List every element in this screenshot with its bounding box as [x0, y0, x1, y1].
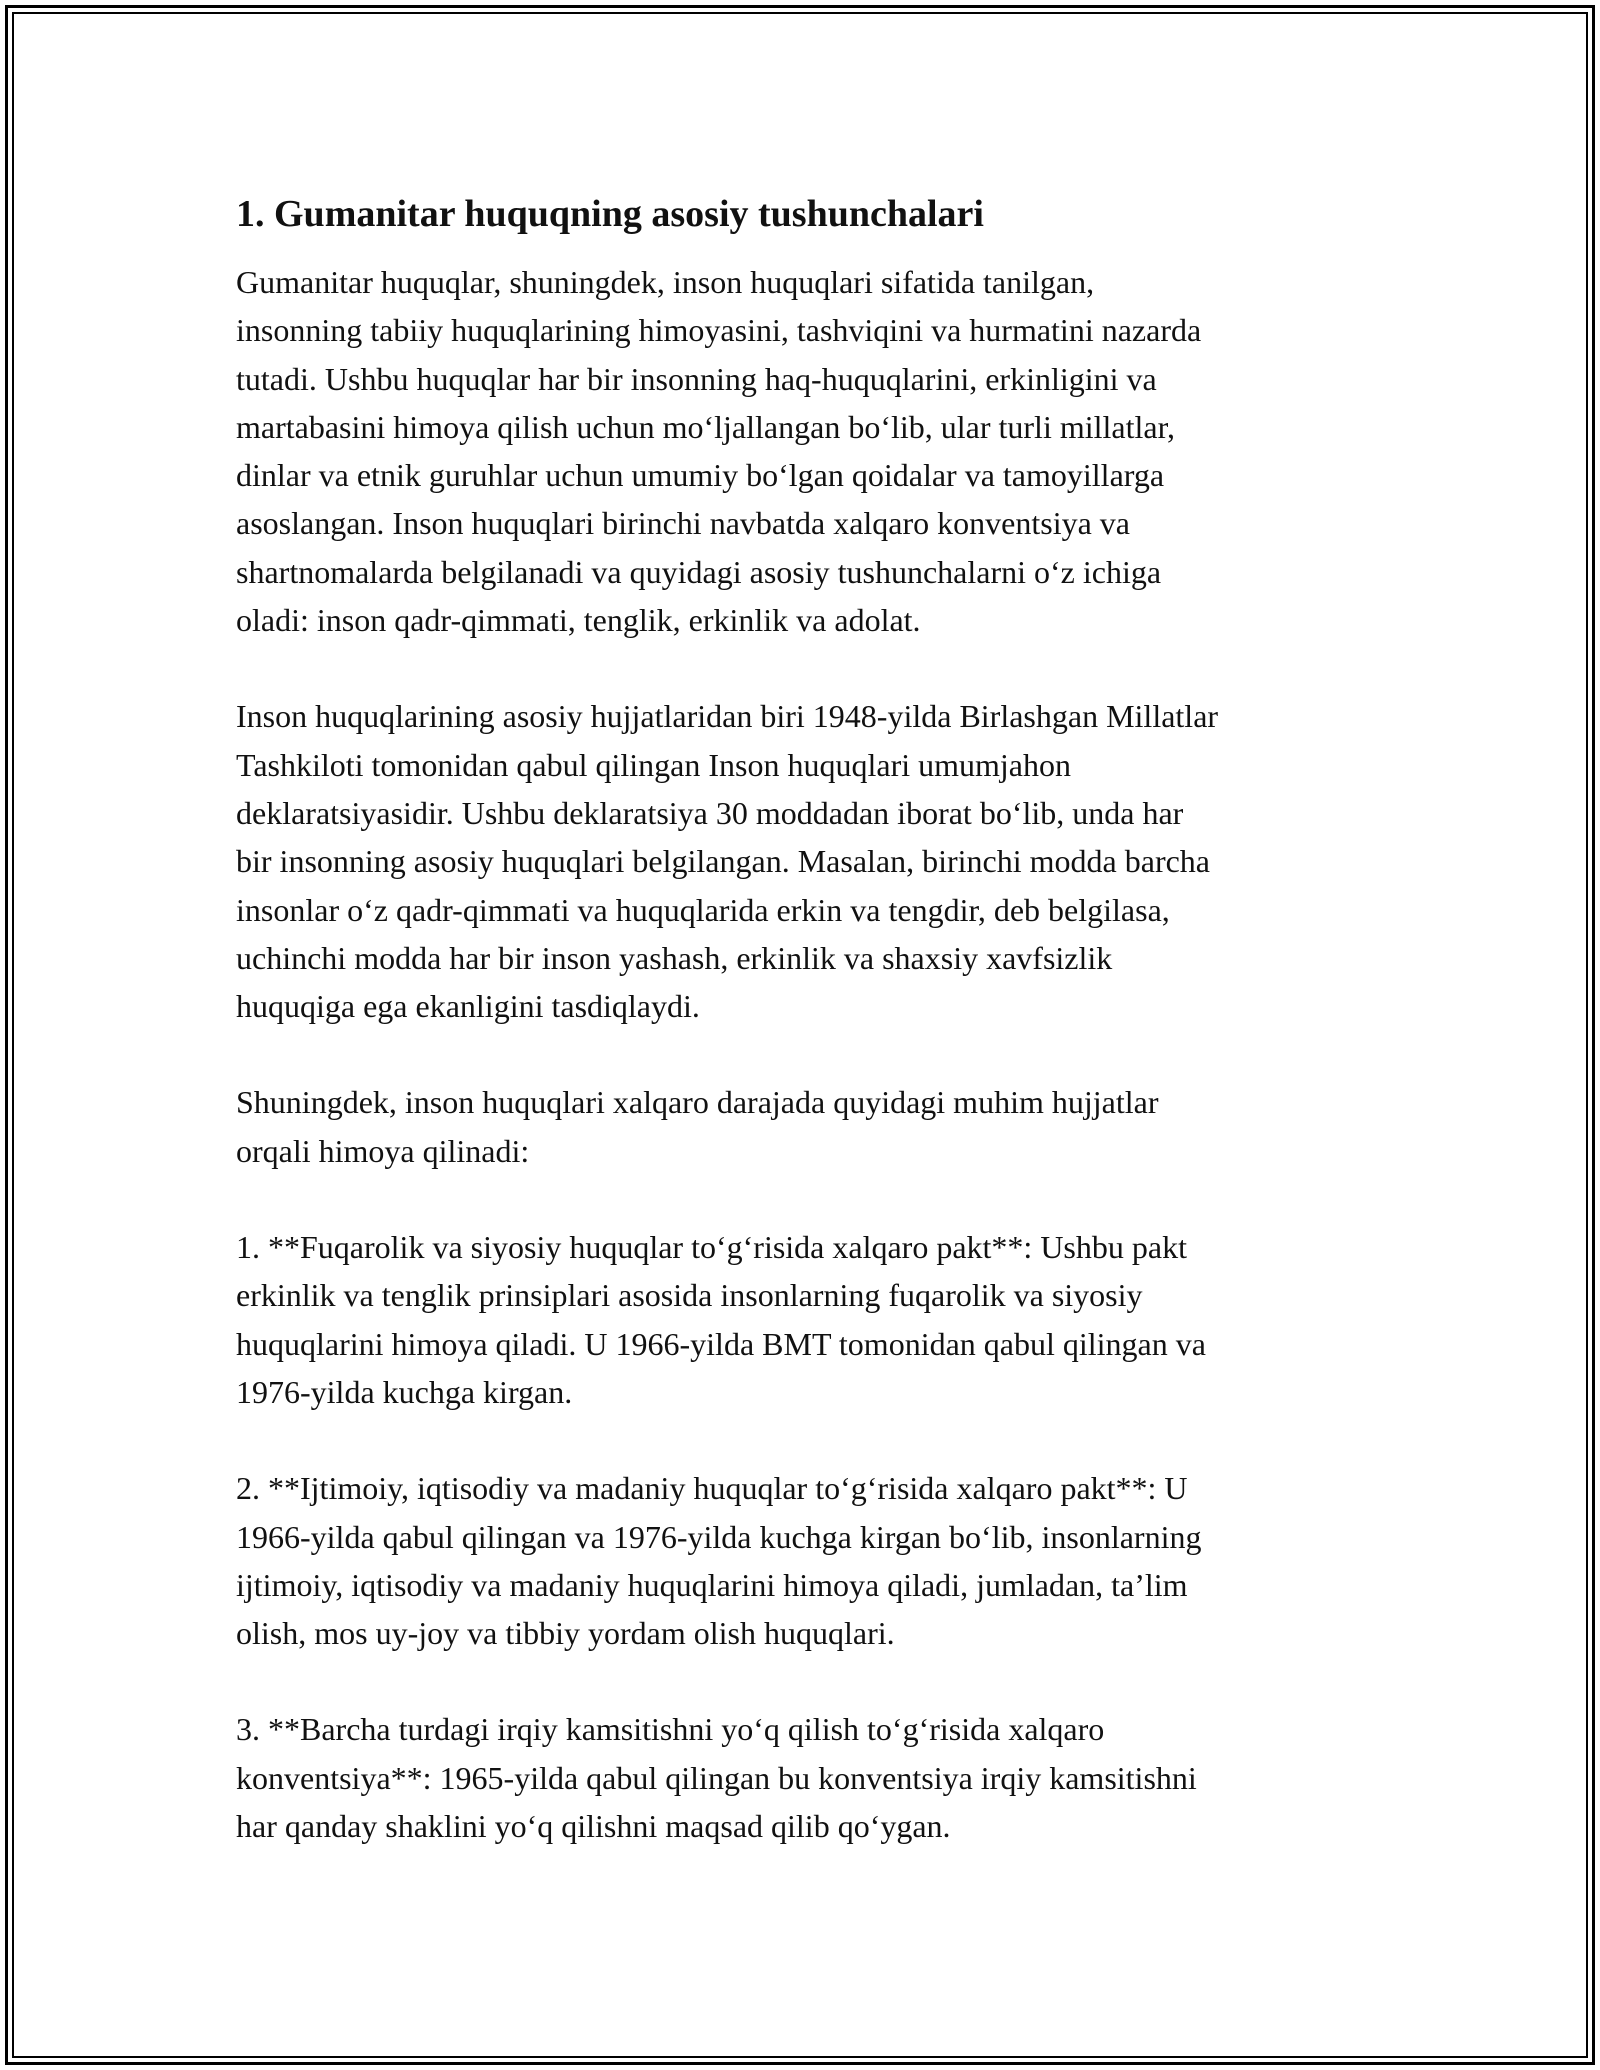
list-item-convention-racial: 3. **Barcha turdagi irqiy kamsitishni yo‘q qilish to‘g‘risida xalqaro konventsiya**: 1965-yilda qabul qilingan bu konventsiya irqiy kamsitishni har qanday shaklini yo‘q qilishni maqsad qilib qo‘ygan. [236, 1711, 1197, 1845]
list-item-covenant-civil: 1. **Fuqarolik va siyosiy huquqlar to‘g‘risida xalqaro pakt**: Ushbu pakt erkinlik va tenglik prinsiplari asosida insonlarning fuqarolik va siyosiy huquqlarini himoya qiladi. U 1966-yilda BMT tomonidan qabul qilingan va 1976-yilda kuchga kirgan. [236, 1229, 1206, 1410]
list-item-covenant-economic: 2. **Ijtimoiy, iqtisodiy va madaniy huquqlar to‘g‘risida xalqaro pakt**: U 1966-yilda qabul qilingan va 1976-yilda kuchga kirgan bo‘lib, insonlarning ijtimoiy, iqtisodiy va madaniy huquqlarini himoya qiladi, jumladan, ta’lim olish, mos uy-joy va tibbiy yordam olish huquqlari. [236, 1470, 1202, 1652]
paragraph-declaration: Inson huquqlarining asosiy hujjatlaridan biri 1948-yilda Birlashgan Millatlar Tashkiloti tomonidan qabul qilingan Inson huquqlari umumjahon deklaratsiyasidir. Ushbu deklaratsiya 30 moddadan iborat bo‘lib, unda har bir insonning asosiy huquqlari belgilangan. Masalan, birinchi modda barcha insonlar o‘z qadr-qimmati va huquqlarida erkin va tengdir, deb belgilasa, uchinchi modda har bir inson yashash, erkinlik va shaxsiy xavfsizlik huquqiga ega ekanligini tasdiqlaydi. [236, 698, 1219, 1025]
section-heading: 1. Gumanitar huquqning asosiy tushunchalari [236, 193, 984, 235]
paragraph-intro: Gumanitar huquqlar, shuningdek, inson huquqlari sifatida tanilgan, insonning tabiiy huquqlarining himoyasini, tashviqini va hurmatini nazarda tutadi. Ushbu huquqlar har bir insonning haq-huquqlarini, erkinligini va martabasini himoya qilish uchun mo‘ljallangan bo‘lib, ular turli millatlar, dinlar va etnik guruhlar uchun umumiy bo‘lgan qoidalar va tamoyillarga asoslangan. Inson huquqlari birinchi navbatda xalqaro konventsiya va shartnomalarda belgilanadi va quyidagi asosiy tushunchalarni o‘z ichiga oladi: inson qadr-qimmati, tenglik, erkinlik va adolat. [236, 264, 1202, 639]
document-page [236, 188, 1376, 1898]
paragraph-documents-intro: Shuningdek, inson huquqlari xalqaro darajada quyidagi muhim hujjatlar orqali himoya qilinadi: [236, 1084, 1159, 1169]
